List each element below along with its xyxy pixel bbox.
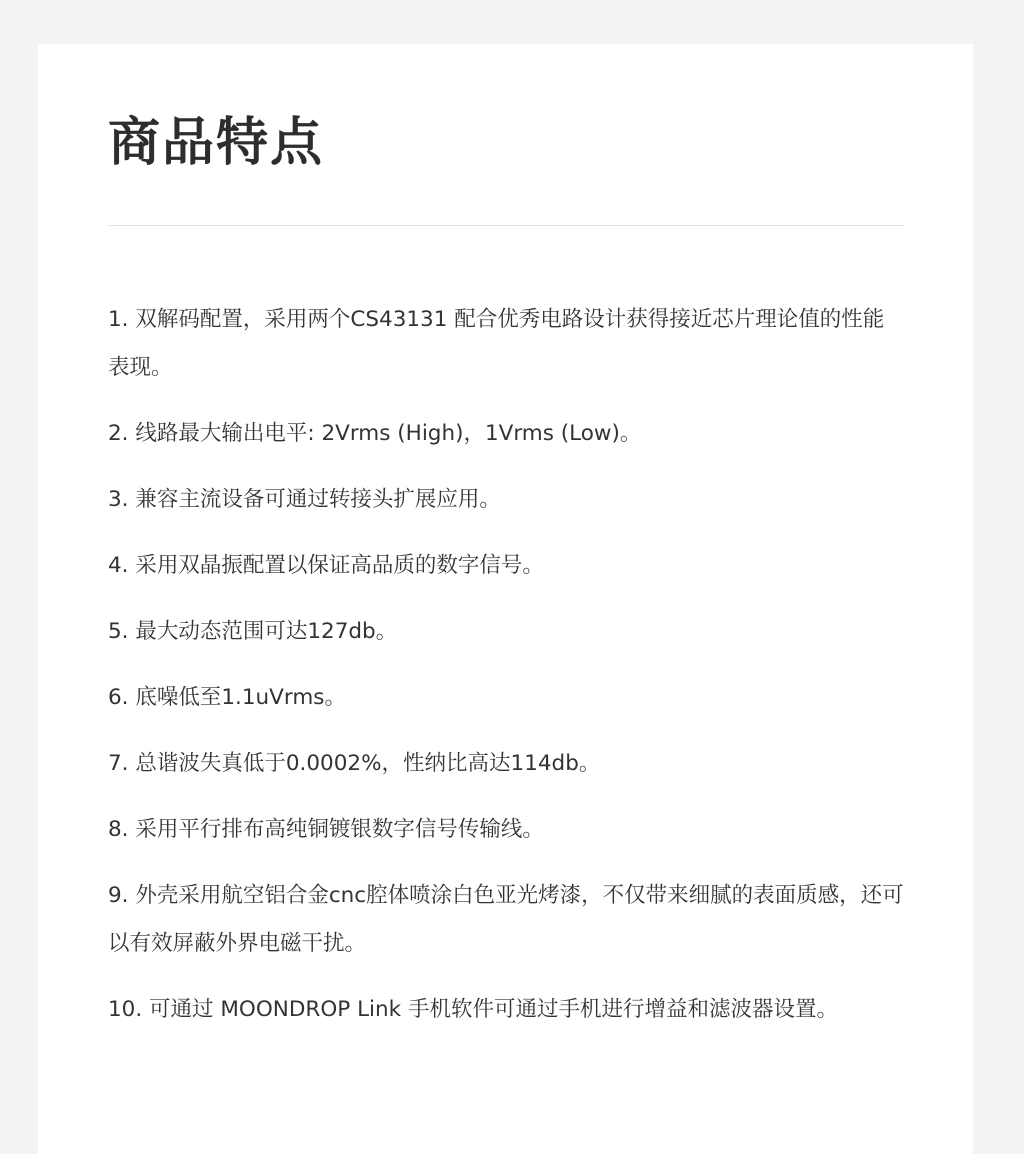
feature-text: 底噪低至1.1uVrms。 — [135, 685, 346, 710]
feature-item-10 — [108, 986, 904, 1034]
feature-item-7 — [108, 740, 904, 788]
feature-number: 7. — [108, 751, 129, 776]
feature-number: 2. — [108, 421, 129, 446]
feature-text: 双解码配置，采用两个CS43131 配合优秀电路设计获得接近芯片理论值的性能表现。 — [108, 307, 885, 380]
feature-text: 最大动态范围可达127db。 — [135, 619, 398, 644]
title-divider — [108, 225, 904, 226]
feature-number: 10. — [108, 997, 143, 1022]
feature-item-1 — [108, 296, 904, 392]
feature-item-9 — [108, 872, 904, 968]
feature-item-3 — [108, 476, 904, 524]
feature-item-5 — [108, 608, 904, 656]
feature-number: 8. — [108, 817, 129, 842]
feature-item-6 — [108, 674, 904, 722]
content-card — [38, 44, 973, 1154]
feature-text: 总谐波失真低于0.0002%，性纳比高达114db。 — [135, 751, 601, 776]
feature-number: 5. — [108, 619, 129, 644]
feature-text: 采用平行排布高纯铜镀银数字信号传输线。 — [135, 817, 544, 842]
feature-number: 3. — [108, 487, 129, 512]
feature-item-4 — [108, 542, 904, 590]
feature-item-8 — [108, 806, 904, 854]
feature-number: 4. — [108, 553, 129, 578]
feature-number: 6. — [108, 685, 129, 710]
feature-text: 线路最大输出电平: 2Vrms (High)，1Vrms (Low)。 — [135, 421, 642, 446]
feature-item-2 — [108, 410, 904, 458]
feature-list — [108, 296, 904, 1052]
feature-text: 可通过 MOONDROP Link 手机软件可通过手机进行增益和滤波器设置。 — [149, 997, 838, 1022]
feature-number: 9. — [108, 883, 129, 908]
feature-number: 1. — [108, 307, 129, 332]
page-title: 商品特点 — [108, 113, 325, 173]
feature-text: 采用双晶振配置以保证高品质的数字信号。 — [135, 553, 544, 578]
feature-text: 兼容主流设备可通过转接头扩展应用。 — [135, 487, 501, 512]
feature-text: 外壳采用航空铝合金cnc腔体喷涂白色亚光烤漆，不仅带来细腻的表面质感，还可以有效屏蔽外界电磁干扰。 — [108, 883, 904, 956]
